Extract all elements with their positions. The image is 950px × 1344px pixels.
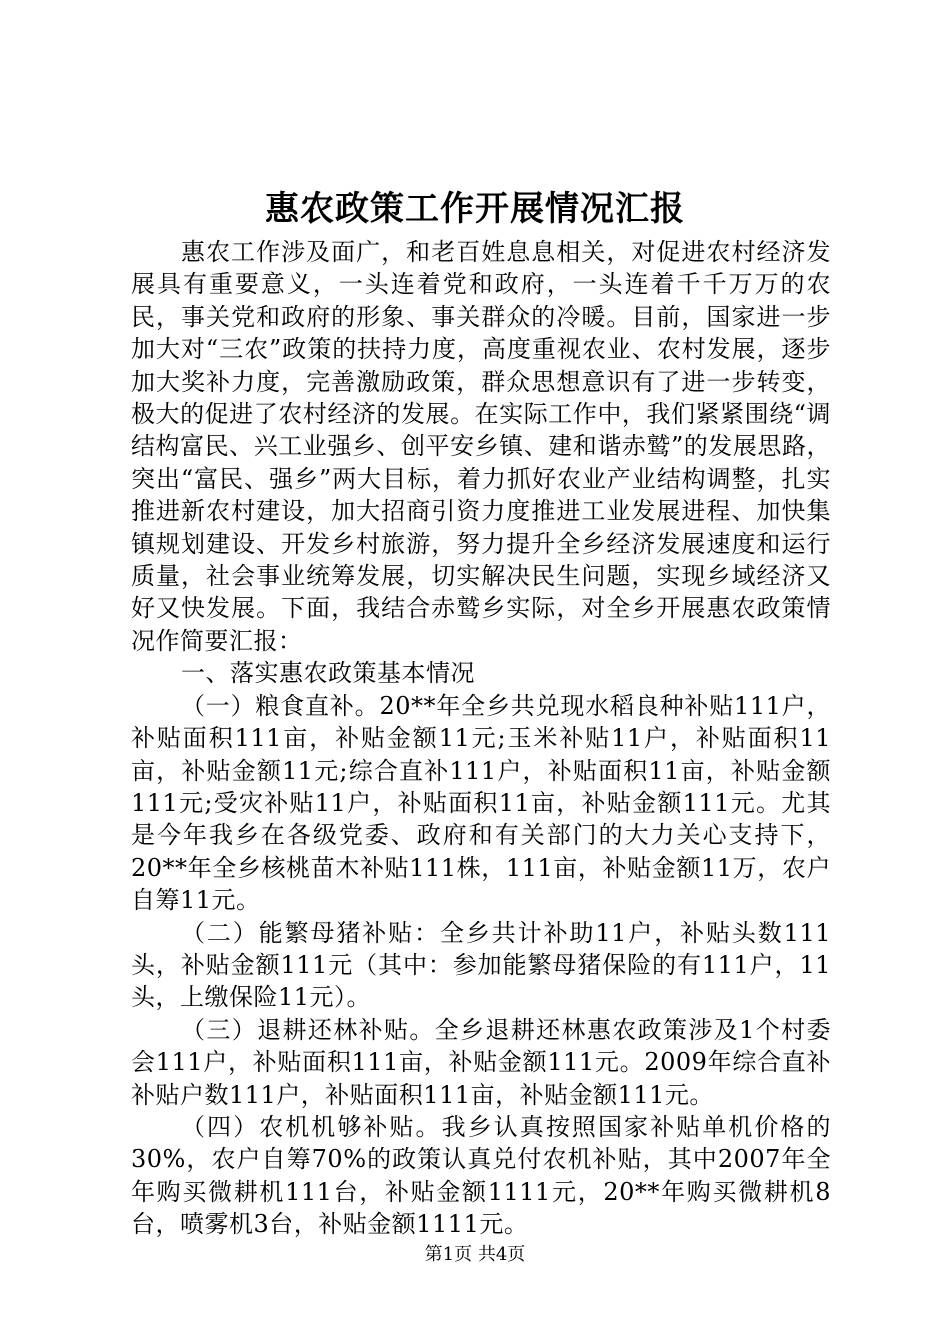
paragraph-sow-subsidy: （二）能繁母猪补贴：全乡共计补助11户，补贴头数111头，补贴金额111元（其中：参加能繁母猪保险的有111户，11头，上缴保险11元）。 — [131, 918, 831, 1012]
paragraph-intro: 惠农工作涉及面广，和老百姓息息相关，对促进农村经济发展具有重要意义，一头连着党和政府，一头连着千千万万的农民，事关党和政府的形象、事关群众的冷暖。目前，国家进一步加大对“三农”政策的扶持力度，高度重视农业、农村发展，逐步加大奖补力度，完善激励政策，群众思想意识有了进一步转变，极大的促进了农村经济的发展。在实际工作中，我们紧紧围绕“调结构富民、兴工业强乡、创平安乡镇、建和谐赤鹫”的发展思路，突出“富民、强乡”两大目标，着力抓好农业产业结构调整，扎实推进新农村建设，加大招商引资力度推进工业发展进程、加快集镇规划建设、开发乡村旅游，努力提升全乡经济发展速度和运行质量，社会事业统筹发展，切实解决民生问题，实现乡域经济又好又快发展。下面，我结合赤鹫乡实际，对全乡开展惠农政策情况作简要汇报： — [131, 238, 831, 655]
document-body — [131, 236, 831, 1241]
section-heading: 一、落实惠农政策基本情况 — [181, 659, 475, 688]
page-footer: 第1页 共4页 — [424, 1244, 526, 1265]
paragraph-grain-subsidy: （一）粮食直补。20**年全乡共兑现水稻良种补贴111户，补贴面积111亩，补贴金额11元;玉米补贴11户，补贴面积11亩，补贴金额11元;综合直补111户，补贴面积11亩，补贴金额111元;受灾补贴11户，补贴面积11亩，补贴金额111元。尤其是今年我乡在各级党委、政府和有关部门的大力关心支持下，20**年全乡核桃苗木补贴111株，111亩，补贴金额11万，农户自筹11元。 — [131, 691, 831, 915]
paragraph-reforestation-subsidy: （三）退耕还林补贴。全乡退耕还林惠农政策涉及1个村委会111户，补贴面积111亩，补贴金额111元。2009年综合直补补贴户数111户，补贴面积111亩，补贴金额111元。 — [131, 1015, 831, 1109]
paragraph-machinery-subsidy: （四）农机机够补贴。我乡认真按照国家补贴单机价格的30%，农户自筹70%的政策认真兑付农机补贴，其中2007年全年购买微耕机111台，补贴金额1111元，20**年购买微耕机8台，喷雾机3台，补贴金额1111元。 — [131, 1112, 831, 1239]
document-title: 惠农政策工作开展情况汇报 — [265, 189, 685, 229]
